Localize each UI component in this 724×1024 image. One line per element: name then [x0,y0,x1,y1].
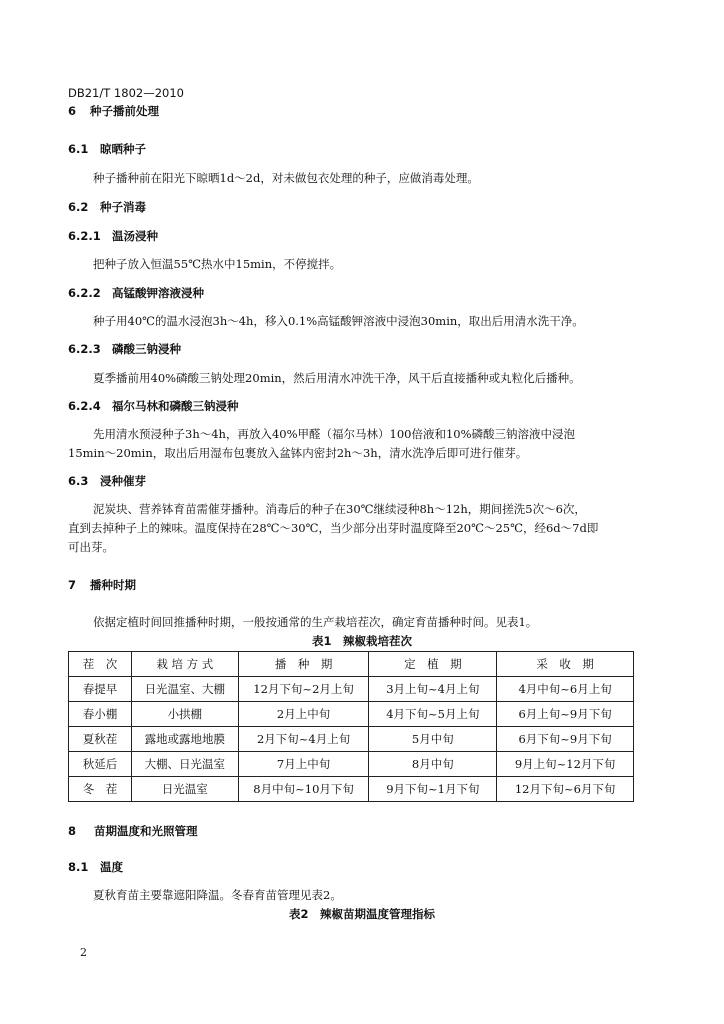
table-row [69,777,634,802]
section-title: 种子播前处理 [90,104,159,118]
section-number: 8.1 [68,860,89,874]
table-cell: 2月上中旬 [238,702,369,727]
section-6-2-2-heading [68,285,204,301]
section-number: 6.2.2 [68,286,101,300]
section-8-heading [68,823,198,839]
table-cell: 9月下旬~1月下旬 [369,777,497,802]
table-cell: 6月上旬~9月下旬 [497,702,634,727]
section-number: 6.1 [68,142,89,156]
table-1 [68,651,634,802]
table-row [69,752,634,777]
section-8-1-heading [68,859,123,875]
table-cell: 12月下旬~6月下旬 [497,777,634,802]
paragraph-6-1: 种子播种前在阳光下晾晒1d～2d，对未做包衣处理的种子，应做消毒处理。 [93,171,479,185]
doc-code-header: DB21/T 1802—2010 [68,86,184,100]
table-1-caption: 表1 辣椒栽培茬次 [311,634,412,648]
table-cell: 大棚、日光温室 [131,752,238,777]
section-number: 8 [68,824,77,838]
section-6-2-heading [68,199,146,215]
section-number: 6.2.1 [68,229,101,243]
table-cell: 日光温室 [131,777,238,802]
paragraph-6-3-line-1: 泥炭块、营养钵育苗需催芽播种。消毒后的种子在30℃继续浸种8h～12h，期间搓洗5次～6次， [93,502,586,516]
table-cell: 7月上中旬 [238,752,369,777]
paragraph-6-2-3: 夏季播前用40%磷酸三钠处理20min，然后用清水冲洗干净，风干后直接播种或丸粒化后播种。 [93,371,581,385]
table-cell: 6月下旬~9月下旬 [497,727,634,752]
paragraph-6-2-4-line-1: 先用清水预浸种子3h～4h，再放入40%甲醛（福尔马林）100倍液和10%磷酸三钠溶液中浸泡 [93,427,576,441]
section-number: 6.2 [68,200,89,214]
table-cell: 春小棚 [69,702,132,727]
paragraph-6-2-2: 种子用40℃的温水浸泡3h～4h，移入0.1%高锰酸钾溶液中浸泡30min，取出后用清水洗干净。 [93,314,584,328]
table-cell: 4月中旬~6月上旬 [497,677,634,702]
section-6-2-4-heading [68,398,239,414]
section-title: 磷酸三钠浸种 [112,342,181,356]
paragraph-6-3-line-2: 直到去掉种子上的辣味。温度保持在28℃～30℃，当少部分出芽时温度降至20℃～25℃，经6d～7d即 [68,521,599,535]
section-6-3-heading [68,473,146,489]
table-cell: 8月中旬~10月下旬 [238,777,369,802]
paragraph-6-2-4-line-2: 15min～20min，取出后用湿布包裹放入盆钵内密封2h～3h，清水洗净后即可进行催芽。 [68,446,528,460]
section-6-heading [68,103,159,119]
table-header-cell: 播 种 期 [238,652,369,677]
table-row [69,727,634,752]
table-cell: 3月上旬~4月上旬 [369,677,497,702]
section-number: 6.3 [68,474,89,488]
section-number: 6.2.3 [68,342,101,356]
section-6-1-heading [68,141,146,157]
section-title: 晾晒种子 [100,142,146,156]
page-number: 2 [80,946,87,959]
table-cell: 春提早 [69,677,132,702]
table-header-cell: 采 收 期 [497,652,634,677]
paragraph-7: 依据定植时间回推播种时期，一般按通常的生产栽培茬次，确定育苗播种时间。见表1。 [93,615,538,629]
table-cell: 9月上旬~12月下旬 [497,752,634,777]
table-cell: 冬 茬 [69,777,132,802]
table-header-cell: 栽 培 方 式 [131,652,238,677]
section-title: 温汤浸种 [112,229,158,243]
table-2-caption: 表2 辣椒苗期温度管理指标 [288,907,435,921]
table-cell: 夏秋茬 [69,727,132,752]
table-row [69,677,634,702]
table-header-row [69,652,634,677]
table-cell: 8月中旬 [369,752,497,777]
section-title: 播种时期 [90,578,136,592]
table-header-cell: 定 植 期 [369,652,497,677]
section-6-2-1-heading [68,228,158,244]
section-title: 福尔马林和磷酸三钠浸种 [112,399,239,413]
section-number: 6.2.4 [68,399,101,413]
table-cell: 小拱棚 [131,702,238,727]
section-6-2-3-heading [68,341,181,357]
table-header-cell: 茬 次 [69,652,132,677]
section-title: 浸种催芽 [100,474,146,488]
table-cell: 露地或露地地膜 [131,727,238,752]
table-cell: 日光温室、大棚 [131,677,238,702]
section-title: 苗期温度和光照管理 [94,824,198,838]
section-title: 温度 [100,860,123,874]
paragraph-6-3-line-3: 可出芽。 [68,540,114,554]
section-7-heading [68,577,136,593]
table-cell: 秋延后 [69,752,132,777]
table-row [69,702,634,727]
table-cell: 5月中旬 [369,727,497,752]
table-cell: 2月下旬~4月上旬 [238,727,369,752]
table-cell: 12月下旬~2月上旬 [238,677,369,702]
section-number: 6 [68,104,77,118]
paragraph-6-2-1: 把种子放入恒温55℃热水中15min，不停搅拌。 [93,257,342,271]
section-title: 高锰酸钾溶液浸种 [112,286,204,300]
section-number: 7 [68,578,77,592]
table-cell: 4月下旬~5月上旬 [369,702,497,727]
paragraph-8-1: 夏秋育苗主要靠遮阳降温。冬春育苗管理见表2。 [93,888,342,902]
section-title: 种子消毒 [100,200,146,214]
